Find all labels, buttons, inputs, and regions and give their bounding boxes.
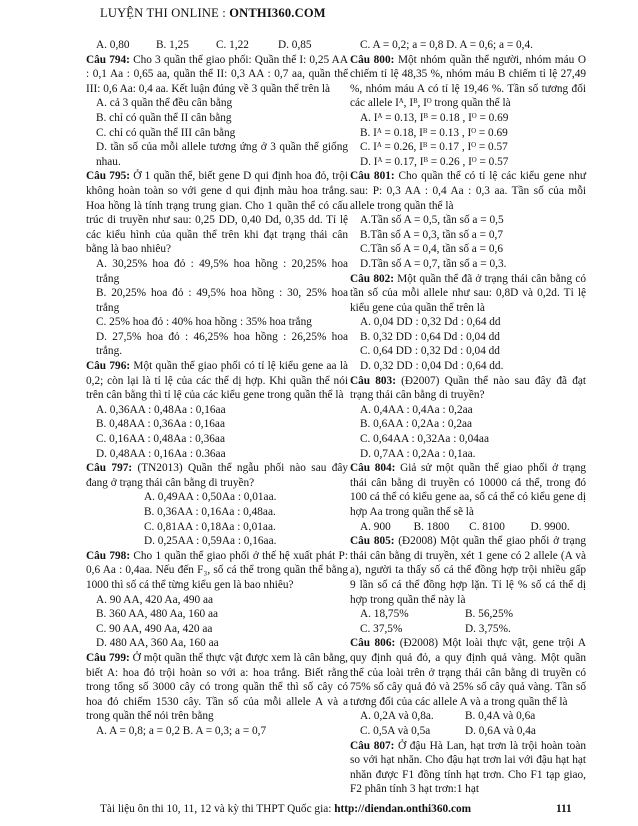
answer-option: A. 30,25% hoa đỏ : 49,5% hoa hồng : 20,25% hoa trắng — [96, 257, 348, 285]
answer-option: D. 0,7AA : 0,2Aa : 0,1aa. — [360, 447, 476, 460]
answer-option: A. A = 0,8; a = 0,2 B. A = 0,3; a = 0,7 — [96, 724, 267, 737]
answer-option: C. 8100 — [469, 520, 505, 533]
answer-option: D. 3,75%. — [465, 622, 511, 635]
question-text: Ở một quần thể thực vật được xem là cân bằng, biết A: hoa đỏ trội hoàn so với a: hoa trắng. Biết rằng trong tổng số 3000 cây có trong quần thể thì số cây có hoa đỏ chiếm 1530 cây. Tần số của mỗi allele A và a trong quần thể nói trên bằng — [86, 651, 349, 723]
question-number: Câu 799: — [86, 651, 130, 664]
answer-option: A. Iᴬ = 0.13, Iᴮ = 0.18 , Iᴼ = 0.69 — [360, 111, 509, 124]
answer-option: D. 0,32 DD : 0,04 Dd : 0,64 dd. — [360, 360, 504, 373]
question — [350, 636, 586, 709]
answer-option: A. 18,75% — [360, 608, 409, 621]
question-number: Câu 797: — [86, 462, 133, 475]
answer-option: D. Iᴬ = 0.17, Iᴮ = 0.26 , Iᴼ = 0.57 — [360, 155, 509, 168]
answer-options-row — [350, 709, 586, 724]
page-header — [100, 6, 326, 21]
answer-option: D.Tần số A = 0,7, tần số a = 0,3. — [360, 257, 507, 270]
question — [350, 272, 586, 316]
question-number: Câu 804: — [350, 462, 396, 475]
answer-option: B.Tần số A = 0,3, tần số a = 0,7 — [360, 228, 503, 241]
question — [86, 53, 348, 97]
question-number: Câu 802: — [350, 272, 395, 285]
answer-option: A. 0,2A và 0,8a. — [360, 710, 434, 723]
question-number: Câu 801: — [350, 170, 395, 183]
question — [350, 739, 586, 797]
answer-option: B. 0,4A và 0,6a — [465, 710, 536, 723]
answer-option: A. 0,80 — [96, 39, 130, 51]
answer-option: B. 0,36AA : 0,16Aa : 0,48aa. — [144, 506, 276, 518]
question-text: Ở 1 quần thể, biết gene D qui định hoa đỏ, trội không hoàn toàn so với gene d qui định màu hoa trắng. Hoa hồng là tính trạng trung gian. Cho 1 quần thể có cấu trúc di truyền như sau: 0,25 DD, 0,40 Dd, 0,35 dd. Tỉ lệ các kiểu hình của quần thể trên khi đạt trạng thái cân bằng là bao nhiêu? — [86, 170, 348, 256]
question-text: Một nhóm quần thể người, nhóm máu O chiếm tỉ lệ 48,35 %, nhóm máu B chiếm tỉ lệ 27,49 %, nhóm máu A có tỉ lệ 19,46 %. Tần số tương đối các allele Iᴬ, Iᴮ, Iᴼ trong quần thể là — [350, 53, 586, 110]
answer-option: D. tần số của mỗi allele tương ứng ở 3 quần thể giống nhau. — [96, 141, 348, 168]
answer-option: B. 20,25% hoa đỏ : 49,5% hoa hồng : 30, 25% hoa trắng — [96, 287, 348, 314]
answer-option: C. chỉ có quần thể III cân bằng — [96, 126, 236, 139]
answer-option: C. 0,81AA : 0,18Aa : 0,01aa. — [144, 520, 276, 533]
answer-option: A. 0,36AA : 0,48Aa : 0,16aa — [96, 403, 226, 416]
answer-option: D. 0,6A và 0,4a — [465, 724, 536, 737]
question-text: Cho 1 quần thể giao phối ở thế hệ xuất phát P: 0,6 Aa : 0,4aa. Nếu đến F₃, số cá thể trong quần thể bằng 1000 thì số cá thể từng kiểu gen là bao nhiêu? — [86, 549, 348, 591]
question — [350, 169, 586, 213]
answer-option: B. chỉ có quần thể II cân bằng — [96, 111, 232, 124]
answer-option: B. 1800 — [413, 520, 450, 533]
answer-option: D. 480 AA, 360 Aa, 160 aa — [96, 637, 219, 650]
header-site: ONTHI360.COM — [229, 6, 326, 20]
answer-option: C. 0,64AA : 0,32Aa : 0,04aa — [360, 433, 489, 446]
answer-option: C. 37,5% — [360, 622, 403, 635]
answer-option: C. 0,64 DD : 0,32 Dd : 0,04 dd — [360, 345, 500, 358]
answer-option: C. 1,22 — [216, 39, 249, 51]
right-column — [350, 38, 586, 797]
footer-prefix: Tài liệu ôn thi 10, 11, 12 và kỳ thi THPT Quốc gia: — [100, 803, 335, 815]
page-number: 111 — [556, 803, 572, 815]
answer-option: B. 0,6AA : 0,2Aa : 0,2aa — [360, 418, 473, 431]
question-number: Câu 798: — [86, 549, 131, 562]
answer-option: A. cả 3 quần thể đều cân bằng — [96, 97, 233, 110]
question-number: Câu 803: — [350, 374, 396, 387]
answer-option: C. A = 0,2; a = 0,8 D. A = 0,6; a = 0,4. — [360, 39, 533, 51]
answer-option: A.Tần số A = 0,5, tần số a = 0,5 — [360, 214, 504, 227]
answer-options-row — [350, 607, 586, 622]
question-number: Câu 807: — [350, 739, 395, 752]
answer-option: C. 0,5A và 0,5a — [360, 724, 431, 737]
answer-option: D. 0,25AA : 0,59Aa : 0,16aa. — [144, 535, 277, 548]
question-number: Câu 794: — [86, 53, 130, 66]
question — [86, 359, 348, 403]
page-footer — [100, 803, 570, 815]
left-column — [86, 38, 348, 739]
question — [86, 169, 348, 257]
question-text: (TN2013) Quần thể ngẫu phối nào sau đây đang ở trạng thái cân bằng di truyền? — [86, 462, 349, 489]
question-text: Giả sử một quần thể giao phối ở trạng thái cân bằng di truyền có 10000 cá thể, trong đó 100 cá thể có kiểu gene aa, số cá thể có kiểu gene dị hợp Aa trong quần thể sẽ là — [350, 462, 586, 518]
answer-option: B. Iᴬ = 0.18, Iᴮ = 0.13 , Iᴼ = 0.69 — [360, 126, 508, 139]
footer-link[interactable]: http://diendan.onthi360.com — [334, 803, 472, 815]
answer-options-row — [350, 724, 586, 739]
answer-option: C. Iᴬ = 0.26, Iᴮ = 0.17 , Iᴼ = 0.57 — [360, 141, 508, 154]
question-number: Câu 796: — [86, 360, 131, 373]
answer-option: C. 90 AA, 490 Aa, 420 aa — [96, 622, 213, 635]
answer-option: A. 0,04 DD : 0,32 Dd : 0,64 dd — [360, 316, 501, 329]
question-number: Câu 805: — [350, 535, 395, 548]
answer-option: A. 0,49AA : 0,50Aa : 0,01aa. — [144, 491, 277, 504]
question-text: (Đ2007) Quần thể nào sau đây đã đạt trạng thái cân bằng di truyền? — [350, 374, 586, 402]
question — [86, 549, 348, 593]
answer-option: D. 0,85 — [278, 39, 312, 51]
answer-options-row — [350, 520, 586, 535]
answer-option: B. 360 AA, 480 Aa, 160 aa — [96, 608, 219, 621]
question-number: Câu 800: — [350, 53, 395, 66]
question-number: Câu 806: — [350, 637, 396, 650]
question — [350, 374, 586, 403]
question — [350, 461, 586, 519]
answer-option: B. 1,25 — [156, 39, 189, 51]
answer-option: A. 90 AA, 420 Aa, 490 aa — [96, 593, 214, 606]
question — [350, 53, 586, 111]
answer-options-row — [86, 38, 348, 53]
answer-option: B. 0,48AA : 0,36Aa : 0,16aa — [96, 418, 225, 431]
question-text: Một quần thể đã ở trạng thái cân bằng có tần số của mỗi allele như sau: 0,8D và 0,2d. Tỉ lệ kiểu gene của quần thể trên là — [350, 272, 587, 314]
question-text: Ở đậu Hà Lan, hạt trơn là trội hoàn toàn so với hạt nhăn. Cho đậu hạt trơn lai với đậu hạt hạt nhăn được F1 đồng tính hạt trơn. Cho F1 tạp giao, F2 phân tính 3 hạt trơn:1 hạt — [350, 739, 586, 796]
answer-options-row — [350, 622, 586, 637]
answer-option: D. 9900. — [530, 520, 570, 533]
answer-option: C.Tần số A = 0,4, tần số a = 0,6 — [360, 243, 503, 256]
question — [350, 534, 586, 607]
answer-option: B. 0,32 DD : 0,64 Dd : 0,04 dd — [360, 330, 500, 343]
answer-option: D. 27,5% hoa đỏ : 46,25% hoa hồng : 26,25% hoa trắng. — [96, 330, 348, 358]
answer-option: D. 0,48AA : 0,16Aa : 0.36aa — [96, 447, 226, 460]
answer-option: B. 56,25% — [465, 608, 514, 621]
question-text: (Đ2008) Một quần thể giao phối ở trạng thái cân bằng di truyền, xét 1 gene có 2 allele (A và a), người ta thấy số cá thể đồng hợp trội nhiều gấp 9 lần số cá thể đồng hợp lặn. Tỉ lệ % số cá thể dị hợp trong quần thể này là — [350, 535, 586, 606]
question-text: Cho 3 quần thể giao phối: Quần thể I: 0,25 AA : 0,1 Aa : 0,65 aa, quần thể II: 0,3 AA : 0,7 aa, quần thể III: 0,6 Aa: 0,4 aa. Kết luận đúng về 3 quần thể trên là — [86, 53, 348, 95]
question-text: Cho quần thể có tỉ lệ các kiểu gene như sau: P: 0,3 AA : 0,4 Aa : 0,3 aa. Tần số của mỗi allele trong quần thể là — [350, 170, 586, 212]
question-text: (Đ2008) Một loài thực vật, gene trội A quy định quả đỏ, a quy định quả vàng. Một quần thể của loài trên ở trạng thái cân bằng di truyền có 75% số cây quả đỏ và 25% số cây quả vàng. Tần số tương đối của các allele A và a trong quần thể là — [350, 637, 586, 708]
answer-option: A. 900 — [360, 520, 391, 533]
question-text: Một quần thể giao phối có tỉ lệ kiểu gene aa là 0,2; còn lại là tỉ lệ của các thể dị hợp. Khi quần thể nói trên cân bằng thì tỉ lệ của các kiểu gene trong quần thể là — [86, 360, 348, 402]
answer-option: C. 0,16AA : 0,48Aa : 0,36aa — [96, 433, 225, 446]
question-number: Câu 795: — [86, 170, 131, 183]
header-prefix: LUYỆN THI ONLINE : — [100, 6, 230, 20]
answer-option: C. 25% hoa đỏ : 40% hoa hồng : 35% hoa trắng — [96, 316, 312, 329]
question — [86, 651, 348, 724]
question — [86, 461, 348, 490]
answer-option: A. 0,4AA : 0,4Aa : 0,2aa — [360, 403, 473, 416]
